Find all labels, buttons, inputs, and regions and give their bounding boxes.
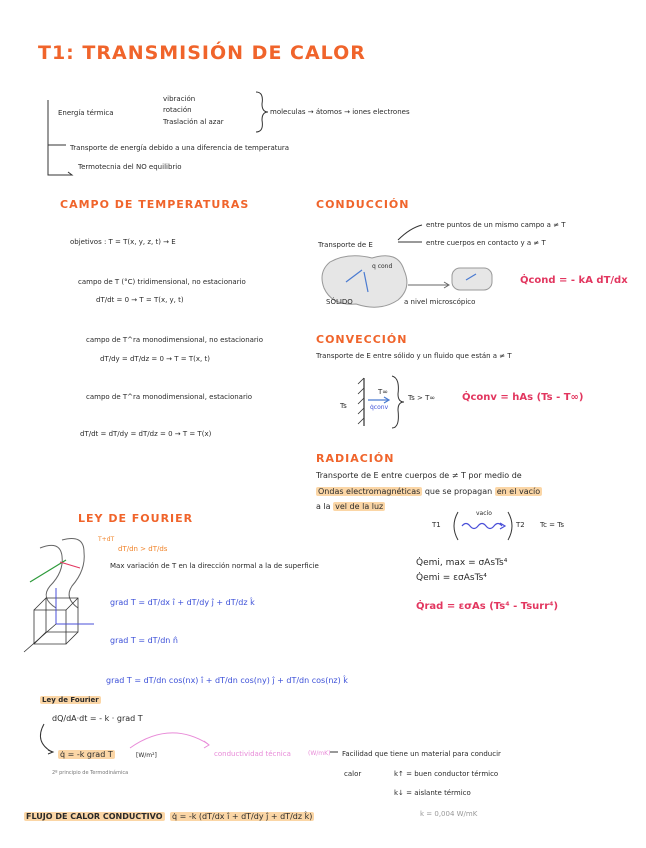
ts-tinf-label: Ts > T∞ — [408, 394, 436, 402]
flujo-heading: FLUJO DE CALOR CONDUCTIVO — [26, 812, 163, 821]
principio-label: 2º principio de Termodinámica — [52, 770, 129, 776]
grad-n: grad T = dT/dn n̂ — [110, 636, 178, 645]
transporte-label: Transporte de energía debido a una diferencia de temperatura — [70, 144, 290, 152]
traslacion-label: Traslación al azar — [163, 118, 224, 126]
conduccion-b: entre cuerpos en contacto y a ≠ T — [426, 239, 546, 247]
grad-cos: grad T = dT/dn cos(nx) î + dT/dn cos(ny) ĵ + dT/dn cos(nz) k̂ — [106, 676, 348, 685]
qrad-formula: Q̇rad = εσAs (Ts⁴ - Tsurr⁴) — [416, 601, 559, 612]
radiacion-l1: Transporte de E entre cuerpos de ≠ T por medio de — [316, 471, 522, 480]
conduccion-transporte: Transporte de E — [318, 241, 373, 249]
energia-label: Energía térmica — [58, 109, 114, 117]
calor-text: calor — [344, 770, 362, 778]
campo-heading: CAMPO DE TEMPERATURAS — [60, 198, 250, 211]
tdt-label: T+dT — [98, 536, 115, 543]
vibracion-label: vibración — [163, 95, 196, 103]
termo-label: Termotecnia del NO equilibrio — [78, 163, 182, 171]
k-down-text: k↓ = aislante térmico — [394, 789, 471, 797]
objetivo-text: objetivos : T = T(x, y, z, t) → E — [70, 238, 176, 246]
micro-label: a nivel microscópico — [404, 298, 476, 306]
dtdn-label: dT/dn > dT/ds — [118, 545, 168, 553]
campo-f3: dT/dt = dT/dy = dT/dz = 0 → T = T(x) — [80, 430, 212, 438]
ts-label: Ts — [340, 402, 347, 410]
page-title: T1: TRANSMISIÓN DE CALOR — [38, 42, 366, 64]
qcond-label: q cond — [372, 263, 393, 270]
qdot-formula: q̇ = -k grad T — [60, 750, 113, 759]
radiacion-heading: RADIACIÓN — [316, 452, 395, 465]
conveccion-desc: Transporte de E entre sólido y un fluido que están a ≠ T — [316, 352, 512, 360]
tinf-label: T∞ — [378, 388, 389, 396]
conduccion-heading: CONDUCCIÓN — [316, 198, 410, 211]
radiacion-ala: a la — [316, 502, 331, 511]
fourier-law: dQ/dA·dt = - k · grad T — [52, 714, 143, 723]
tc-label: Tc = Ts — [540, 521, 565, 529]
emi-max: Q̇emi, max = σAsTs⁴ — [416, 558, 508, 568]
t1-label: T1 — [432, 521, 441, 529]
ley-fourier-label: Ley de Fourier — [42, 696, 99, 704]
vacio-label: vacío — [476, 510, 492, 517]
emi: Q̇emi = εσAsTs⁴ — [416, 573, 487, 583]
conveccion-heading: CONVECCIÓN — [316, 333, 408, 346]
max-variacion: Max variación de T en la dirección normal a la de superficie — [110, 562, 319, 570]
grad-xyz: grad T = dT/dx î + dT/dy ĵ + dT/dz k̂ — [110, 598, 255, 607]
radiacion-propagan: que se propagan — [424, 487, 493, 496]
facilidad-text: Facilidad que tiene un material para conducir — [342, 750, 501, 758]
campo-f2: dT/dy = dT/dz = 0 → T = T(x, t) — [100, 355, 210, 363]
radiacion-ondas: Ondas electromagnéticas — [318, 487, 421, 496]
campo-c3: campo de T^ra monodimensional, estacionario — [86, 393, 253, 401]
k-value: k = 0,004 W/mK — [420, 810, 478, 818]
rotacion-label: rotación — [163, 106, 192, 114]
qconv-formula: Q̇conv = hAs (Ts - T∞) — [462, 392, 584, 403]
chain-label: moleculas → átomos → iones electrones — [270, 108, 410, 116]
qcond-formula: Q̇cond = - kA dT/dx — [520, 275, 628, 286]
conduccion-a: entre puntos de un mismo campo a ≠ T — [426, 221, 566, 229]
qdot-units: [W/m²] — [136, 752, 157, 759]
campo-f1: dT/dt = 0 → T = T(x, y, t) — [96, 296, 184, 304]
campo-c2: campo de T^ra monodimensional, no estacionario — [86, 336, 264, 344]
conductividad-units: (W/mK) — [308, 750, 331, 757]
qconv-label: q̇conv — [370, 404, 389, 411]
campo-c1: campo de T (°C) tridimensional, no estacionario — [78, 278, 246, 286]
flujo-formula: q̇ = -k (dT/dx î + dT/dy ĵ + dT/dz k̂) — [172, 812, 313, 821]
conductividad-label: conductividad técnica — [214, 750, 291, 758]
fourier-heading: LEY DE FOURIER — [78, 512, 194, 525]
radiacion-vel: vel de la luz — [335, 502, 384, 511]
radiacion-vacio: en el vacío — [496, 487, 541, 496]
t2-label: T2 — [516, 521, 525, 529]
k-up-text: k↑ = buen conductor térmico — [394, 770, 499, 778]
solido-label: SÓLIDO — [326, 298, 353, 306]
